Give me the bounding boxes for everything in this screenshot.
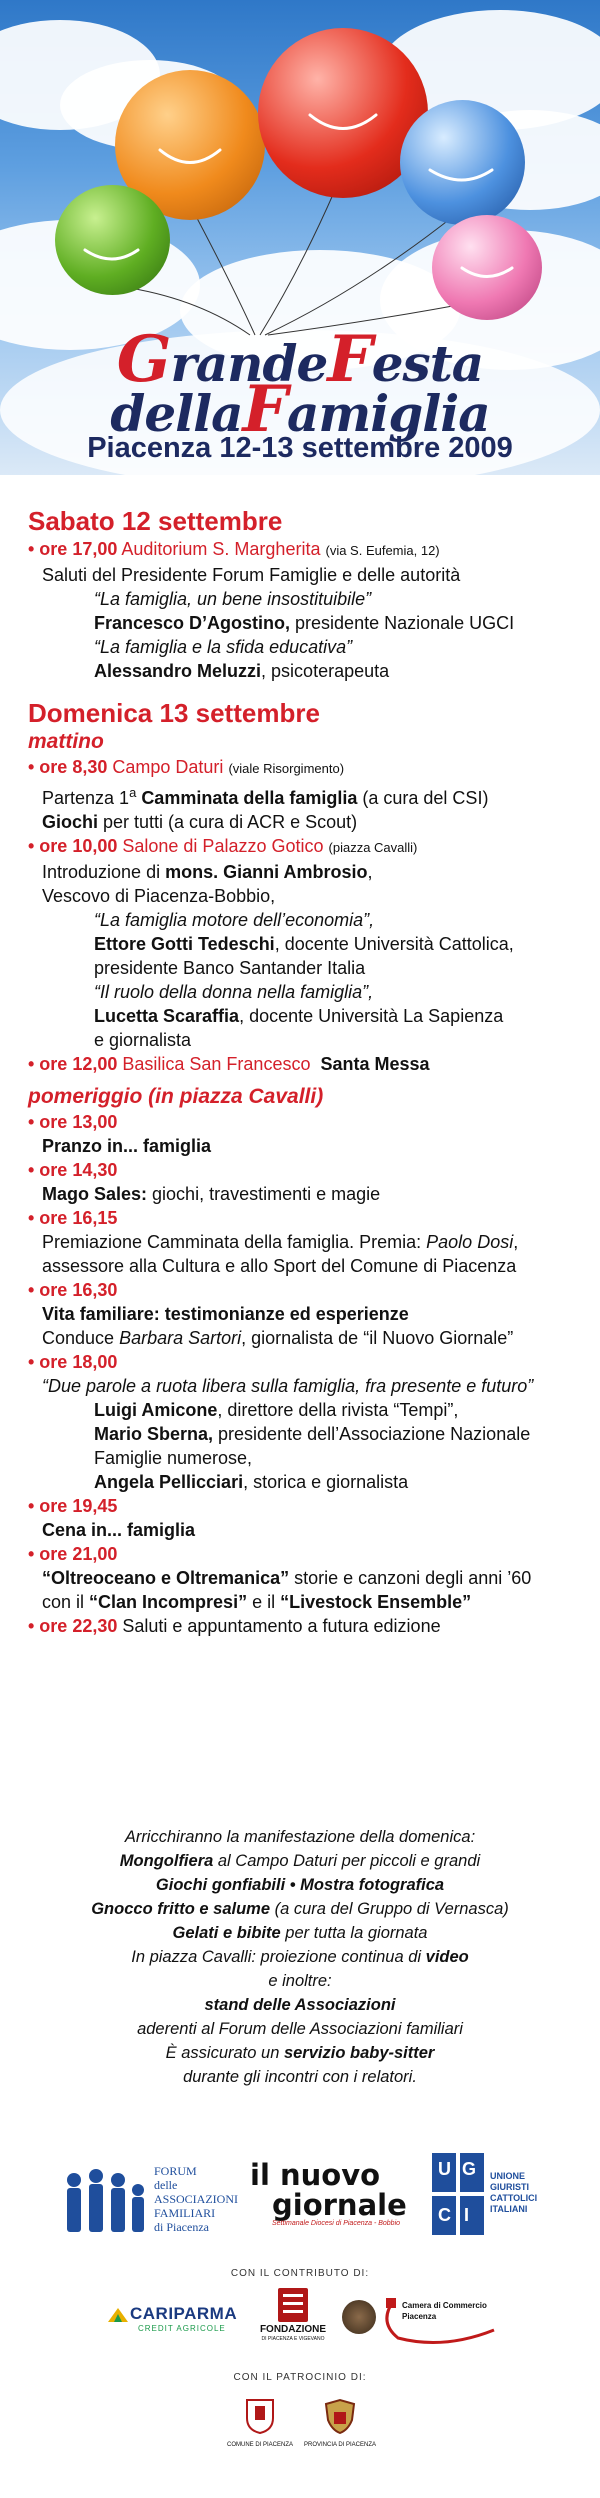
- event-line: • ore 10,00 Salone di Palazzo Gotico (piazza Cavalli): [28, 836, 418, 856]
- giornale-text: giornale: [272, 2188, 407, 2222]
- time: • ore 18,00: [28, 1352, 118, 1372]
- ugci-letter: G: [462, 2159, 477, 2179]
- camera-commercio-logo: [384, 2294, 500, 2346]
- note-line: Arricchiranno la manifestazione della domenica:: [124, 1828, 476, 1846]
- camera-text: Piacenza: [402, 2312, 437, 2321]
- event-line: Mago Sales: giochi, travestimenti e magie: [42, 1184, 381, 1204]
- time: • ore 21,00: [28, 1544, 118, 1564]
- event-line: Pranzo in... famiglia: [42, 1136, 212, 1156]
- comune-crest-icon: [245, 2398, 275, 2434]
- forum-logo-text: delle: [154, 2178, 178, 2192]
- time: • ore 16,30: [28, 1280, 118, 1300]
- speaker: Ettore Gotti Tedeschi, docente Università Cattolica,: [94, 934, 514, 954]
- event-line: Vescovo di Piacenza-Bobbio,: [42, 886, 276, 906]
- note-line: Giochi gonfiabili • Mostra fotografica: [155, 1876, 445, 1894]
- note-line: In piazza Cavalli: proiezione continua di video: [131, 1948, 469, 1966]
- speaker: Alessandro Meluzzi, psicoterapeuta: [94, 661, 390, 681]
- event-line: Cena in... famiglia: [42, 1520, 196, 1540]
- event-line: Vita familiare: testimonianze ed esperienze: [42, 1304, 409, 1324]
- forum-logo-text: FAMILIARI: [154, 2206, 216, 2220]
- quote: “La famiglia motore dell’economia”,: [94, 910, 375, 930]
- ugci-text: CATTOLICI: [490, 2193, 538, 2203]
- cariparma-text: CARIPARMA: [130, 2304, 238, 2323]
- title-line-2: dellaFamiglia: [110, 372, 490, 447]
- quote: “Il ruolo della donna nella famiglia”,: [94, 982, 374, 1002]
- event-line: • ore 22,30 Saluti e appuntamento a futura edizione: [28, 1616, 441, 1636]
- extra-info: [40, 1825, 560, 2089]
- event-line: Partenza 1$^a$ Camminata della famiglia (a cura del CSI): [42, 785, 489, 808]
- comune-text: COMUNE DI PIACENZA: [226, 2442, 293, 2448]
- round-seal-logo: [342, 2300, 376, 2334]
- giornale-text: il nuovo: [250, 2158, 381, 2192]
- provincia-text: PROVINCIA DI PIACENZA: [303, 2442, 376, 2448]
- ugci-letter: C: [438, 2205, 451, 2225]
- speaker-role: Famiglie numerose,: [94, 1448, 253, 1468]
- cariparma-subtitle: CREDIT AGRICOLE: [138, 2324, 226, 2333]
- forum-logo: [62, 2160, 252, 2250]
- event-line: Introduzione di mons. Gianni Ambrosio,: [42, 862, 373, 882]
- quote: “La famiglia e la sfida educativa”: [94, 637, 353, 657]
- provincia-crest-icon: [322, 2398, 358, 2434]
- event-line: Premiazione Camminata della famiglia. Premia: Paolo Dosi,: [42, 1232, 519, 1252]
- ugci-text: GIURISTI: [490, 2182, 530, 2192]
- time: • ore 13,00: [28, 1112, 118, 1132]
- ugci-text: UNIONE: [490, 2171, 526, 2181]
- ugci-text: ITALIANI: [490, 2204, 528, 2214]
- program: [28, 505, 588, 1638]
- event-line: Saluti del Presidente Forum Famiglie e delle autorità: [42, 565, 461, 585]
- forum-logo-text: FORUM: [154, 2164, 197, 2178]
- speaker-role: e giornalista: [94, 1030, 192, 1050]
- camera-text: Camera di Commercio: [402, 2301, 487, 2310]
- provincia-logo: [300, 2398, 380, 2462]
- title-line-1: GrandeFesta: [116, 322, 484, 397]
- note-line: Gnocco fritto e salume (a cura del Gruppo di Vernasca): [91, 1900, 509, 1918]
- event-line: Conduce Barbara Sartori, giornalista de “il Nuovo Giornale”: [42, 1328, 514, 1348]
- speaker: Angela Pellicciari, storica e giornalista: [94, 1472, 409, 1492]
- event-line: assessore alla Cultura e allo Sport del Comune di Piacenza: [42, 1256, 517, 1276]
- part-afternoon: pomeriggio (in piazza Cavalli): [28, 1085, 324, 1108]
- sponsor-caption: CON IL CONTRIBUTO DI:: [230, 2268, 370, 2279]
- note-line: durante gli incontri con i relatori.: [183, 2068, 417, 2086]
- speaker: Francesco D’Agostino, presidente Nazionale UGCI: [94, 613, 515, 633]
- part-morning: mattino: [28, 730, 104, 753]
- event-line: • ore 17,00 Auditorium S. Margherita (via S. Eufemia, 12): [28, 539, 440, 559]
- time: • ore 16,15: [28, 1208, 118, 1228]
- event-line: • ore 8,30 Campo Daturi (viale Risorgimento): [28, 757, 345, 777]
- cariparma-logo: [108, 2302, 244, 2342]
- place-dates: Piacenza 12-13 settembre 2009: [87, 432, 513, 464]
- speaker-role: presidente Banco Santander Italia: [94, 958, 366, 978]
- note-line: stand delle Associazioni: [204, 1996, 396, 2014]
- patronage-caption: CON IL PATROCINIO DI:: [233, 2372, 367, 2383]
- quote: “Due parole a ruota libera sulla famiglia, fra presente e futuro”: [42, 1376, 534, 1396]
- ugci-letter: U: [438, 2159, 451, 2179]
- speaker: Mario Sberna, presidente dell’Associazione Nazionale: [94, 1424, 531, 1444]
- speaker: Lucetta Scaraffia, docente Università La Sapienza: [94, 1006, 504, 1026]
- quote: “La famiglia, un bene insostituibile”: [94, 589, 372, 609]
- ugci-letter: I: [464, 2205, 470, 2225]
- forum-logo-text: di Piacenza: [154, 2220, 209, 2234]
- note-line: Mongolfiera al Campo Daturi per piccoli e grandi: [119, 1852, 481, 1870]
- fondazione-emblem-icon: [278, 2288, 308, 2322]
- fondazione-logo: [252, 2288, 342, 2346]
- comune-logo: [220, 2398, 300, 2462]
- nuovo-giornale-logo: [250, 2160, 410, 2250]
- balloon-smiles: [0, 0, 600, 340]
- ugci-logo: [432, 2153, 572, 2243]
- header-banner: [0, 0, 600, 475]
- fondazione-text: FONDAZIONE: [259, 2324, 327, 2335]
- note-line: Gelati e bibite per tutta la giornata: [172, 1924, 428, 1942]
- event-line: • ore 12,00 Basilica San Francesco Santa Messa: [28, 1054, 430, 1074]
- day-heading-sunday: Domenica 13 settembre: [28, 698, 320, 728]
- people-icon: [62, 2166, 150, 2238]
- cariparma-mark-icon: [108, 2308, 128, 2322]
- giornale-subtitle: Settimanale Diocesi di Piacenza - Bobbio: [272, 2220, 401, 2227]
- event-line: con il “Clan Incompresi” e il “Livestock Ensemble”: [42, 1592, 472, 1612]
- note-line: aderenti al Forum delle Associazioni familiari: [137, 2020, 463, 2038]
- event-line: “Oltreoceano e Oltremanica” storie e canzoni degli anni ’60: [42, 1568, 532, 1588]
- time: • ore 19,45: [28, 1496, 118, 1516]
- time: • ore 14,30: [28, 1160, 118, 1180]
- forum-logo-text: ASSOCIAZIONI: [154, 2192, 238, 2206]
- note-line: e inoltre:: [268, 1972, 332, 1990]
- fondazione-subtitle: DI PIACENZA E VIGEVANO: [261, 2336, 325, 2342]
- event-line: Giochi per tutti (a cura di ACR e Scout): [42, 812, 358, 832]
- note-line: È assicurato un servizio baby-sitter: [165, 2044, 435, 2062]
- speaker: Luigi Amicone, direttore della rivista “Tempi”,: [94, 1400, 459, 1420]
- day-heading-saturday: Sabato 12 settembre: [28, 506, 283, 536]
